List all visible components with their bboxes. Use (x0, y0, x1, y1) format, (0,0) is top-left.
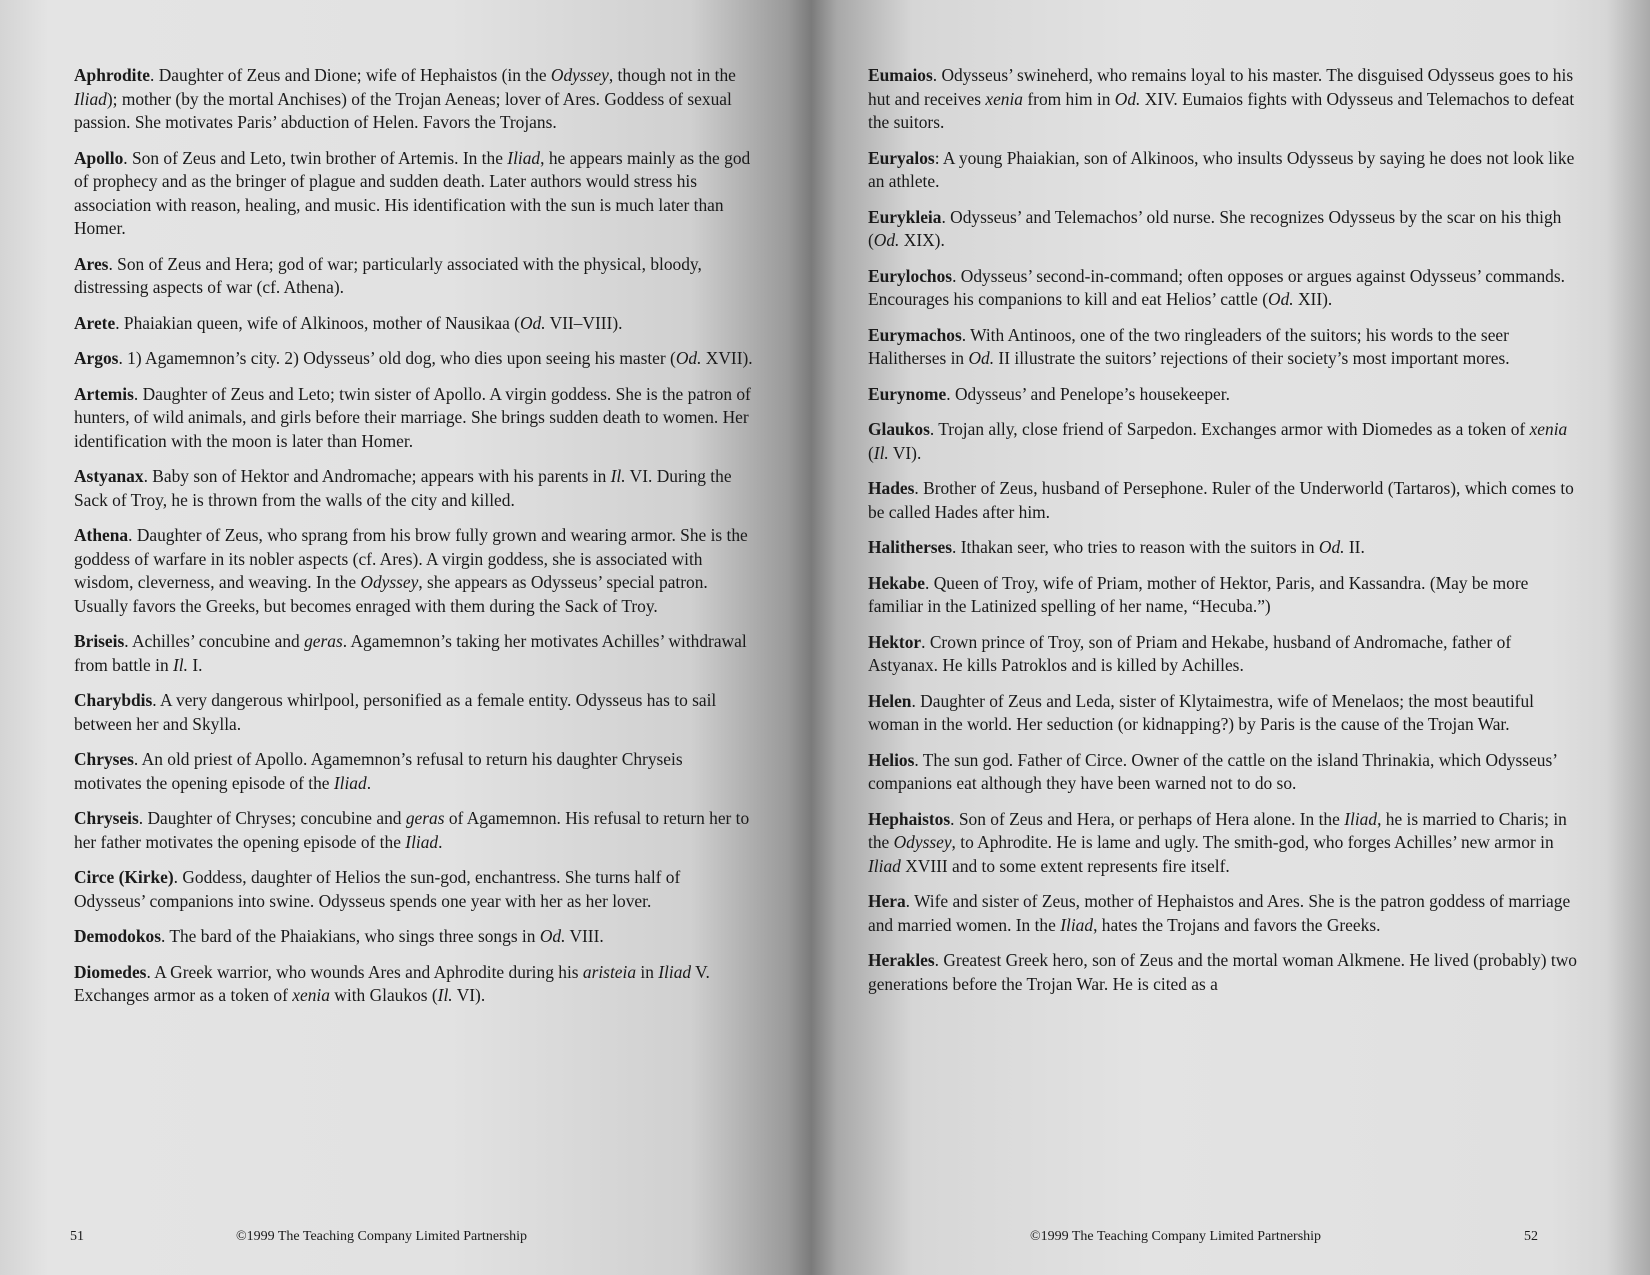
entry-term: Hektor (868, 631, 922, 652)
entry-separator: . (152, 690, 161, 710)
entry-term: Ares (74, 253, 109, 274)
entry-definition: Queen of Troy, wife of Priam, mother of Hektor, Paris, and Kassandra. (May be more familiar in the Latinized spelling of her name, “Hecuba.”) (868, 572, 1529, 616)
entry-definition: The bard of the Phaiakians, who sings three songs in Od. VIII. (169, 926, 604, 946)
entry-separator: . (950, 808, 959, 829)
right-page (812, 0, 1650, 1275)
entry-separator: . (914, 478, 924, 498)
entry-separator: . (921, 631, 930, 652)
entry-separator: . (929, 419, 939, 439)
entry-separator: . (932, 65, 942, 85)
entry-definition: Crown prince of Troy, son of Priam and Hekabe, husband of Andromache, father of Astyanax. He kills Patroklos and is killed by Achilles. (868, 631, 1512, 675)
entry-separator: . (128, 525, 137, 545)
entry-definition: Phaiakian queen, wife of Alkinoos, mother of Nausikaa (Od. VII–VIII). (123, 312, 623, 333)
entry-term: Herakles (868, 950, 935, 970)
entry-term: Argos (74, 348, 119, 368)
entry-term: Hekabe (868, 572, 926, 593)
entry-term: Demodokos (74, 926, 161, 946)
entry-term: Briseis (74, 631, 125, 651)
entry-term: Hera (868, 891, 906, 911)
entry-separator: . (911, 690, 921, 711)
entry-separator: . (941, 206, 951, 227)
entry-term: Eurykleia (868, 206, 942, 227)
glossary-entry (74, 147, 754, 241)
entry-term: Hephaistos (868, 808, 951, 829)
glossary-entry (868, 949, 1578, 996)
entry-definition: A young Phaiakian, son of Alkinoos, who insults Odysseus by saying he does not look like an athlete. (868, 147, 1575, 191)
entry-definition: Daughter of Zeus and Leda, sister of Klytaimestra, wife of Menelaos; the most beautiful woman in the world. Her seduction (or kidnapping?) by Paris is the cause of the Trojan War. (868, 690, 1534, 734)
entry-term: Chryseis (74, 808, 139, 828)
glossary-entry (74, 312, 754, 336)
glossary-entry (74, 64, 754, 135)
entry-separator: . (160, 926, 170, 946)
glossary-entry (868, 536, 1578, 560)
entry-definition: A Greek warrior, who wounds Ares and Aphrodite during his aristeia in Iliad V. Exchanges armor as a token of xenia with Glaukos (Il. VI). (74, 961, 710, 1005)
entry-definition: Goddess, daughter of Helios the sun-god, enchantress. She turns half of Odysseus’ companions into swine. Odysseus spends one year with her as her lover. (74, 867, 681, 911)
entry-definition: Daughter of Zeus and Dione; wife of Hephaistos (in the Odyssey, though not in the Iliad); mother (by the mortal Anchises) of the Trojan Aeneas; lover of Ares. Goddess of sexual passion. She motivates Paris’ abduction of Helen. Favors the Trojans. (74, 65, 736, 132)
entry-separator: . (146, 961, 155, 982)
entry-term: Artemis (74, 383, 134, 404)
entry-separator: . (115, 312, 124, 333)
entry-separator: . (914, 749, 923, 770)
entry-definition: Baby son of Hektor and Andromache; appears with his parents in Il. VI. During the Sack of Troy, he is thrown from the walls of the city and killed. (74, 466, 732, 510)
glossary-entry (74, 866, 754, 913)
entry-term: Helios (868, 749, 915, 770)
entry-separator: . (123, 147, 132, 168)
entry-definition: 1) Agamemnon’s city. 2) Odysseus’ old dog, who dies upon seeing his master (Od. XVII). (127, 348, 753, 368)
entry-term: Chryses (74, 749, 134, 769)
entry-term: Helen (868, 690, 912, 711)
glossary-entry (868, 147, 1578, 194)
entry-term: Astyanax (74, 466, 144, 486)
left-page-number: 51 (70, 1229, 84, 1244)
glossary-entry (74, 748, 754, 795)
entry-separator: . (138, 808, 148, 828)
glossary-entry (868, 324, 1578, 371)
glossary-entry (868, 690, 1578, 737)
entry-definition: Son of Zeus and Hera; god of war; particularly associated with the physical, bloody, distressing aspects of war (cf. Athena). (74, 253, 702, 297)
entry-separator: . (961, 324, 971, 345)
glossary-entry (868, 572, 1578, 619)
entry-term: Euryalos (868, 147, 935, 168)
glossary-entry (74, 630, 754, 677)
entry-definition: Greatest Greek hero, son of Zeus and the mortal woman Alkmene. He lived (probably) two generations before the Trojan War. He is cited as a (868, 950, 1577, 994)
entry-separator: . (133, 383, 143, 404)
entry-definition: Odysseus’ second-in-command; often opposes or argues against Odysseus’ commands. Encourages his companions to kill and eat Helios’ cattle (Od. XII). (868, 265, 1565, 309)
entry-definition: Son of Zeus and Leto, twin brother of Artemis. In the Iliad, he appears mainly as the god of prophecy and as the bringer of plague and sudden death. Later authors would stress his association with reason, healing, and music. His identification with the sun is much later than Homer. (74, 147, 751, 238)
entry-separator: . (173, 867, 183, 887)
entry-definition: Daughter of Zeus and Leto; twin sister of Apollo. A virgin goddess. She is the patron of hunters, of wild animals, and girls before their marriage. She brings sudden death to women. Her identification with the moon is later than Homer. (74, 383, 751, 451)
entry-term: Aphrodite (74, 65, 151, 85)
entry-separator: . (150, 65, 159, 85)
entry-separator: . (952, 265, 961, 286)
glossary-entry (74, 689, 754, 736)
glossary-entry (74, 253, 754, 300)
entry-definition: An old priest of Apollo. Agamemnon’s refusal to return his daughter Chryseis motivates the opening episode of the Iliad. (74, 749, 683, 793)
glossary-entry (74, 524, 754, 618)
glossary-entry (868, 749, 1578, 796)
glossary-entry (74, 465, 754, 512)
entry-separator: . (133, 749, 142, 769)
glossary-entry (868, 206, 1578, 253)
entry-term: Glaukos (868, 419, 930, 439)
entry-definition: Achilles’ concubine and geras. Agamemnon’s taking her motivates Achilles’ withdrawal from battle in Il. I. (74, 631, 747, 675)
glossary-entry (74, 961, 754, 1008)
entry-term: Hades (868, 478, 915, 498)
entry-definition: Odysseus’ and Penelope’s housekeeper. (954, 383, 1230, 404)
glossary-entry (868, 64, 1578, 135)
entry-term: Diomedes (74, 961, 147, 982)
left-copyright: ©1999 The Teaching Company Limited Partnership (236, 1229, 528, 1244)
entry-term: Arete (74, 312, 116, 333)
entry-definition: With Antinoos, one of the two ringleaders of the suitors; his words to the seer Halitherses in Od. II illustrate the suitors’ rejections of their society’s most important mores. (868, 324, 1510, 368)
entry-term: Eurynome (868, 383, 947, 404)
entry-definition: Son of Zeus and Hera, or perhaps of Hera alone. In the Iliad, he is married to Charis; in the Odyssey, to Aphrodite. He is lame and ugly. The smith-god, who forges Achilles’ new armor in Iliad XVIII and to some extent represents fire itself. (868, 808, 1567, 876)
glossary-entry (74, 347, 754, 371)
entry-separator: . (905, 891, 915, 911)
entry-term: Charybdis (74, 690, 153, 710)
glossary-entry (868, 890, 1578, 937)
left-page (0, 0, 812, 1275)
entry-separator: . (108, 253, 118, 274)
glossary-entry (868, 418, 1578, 465)
right-page-number: 52 (1524, 1229, 1538, 1244)
left-glossary-column (74, 64, 754, 1020)
entry-definition: Brother of Zeus, husband of Persephone. Ruler of the Underworld (Tartaros), which comes to be called Hades after him. (868, 478, 1574, 522)
entry-definition: The sun god. Father of Circe. Owner of the cattle on the island Thrinakia, which Odysseus’ companions eat although they have been warned not to do so. (868, 749, 1557, 793)
entry-separator: . (952, 537, 961, 557)
right-glossary-column (868, 64, 1578, 1008)
entry-definition: Daughter of Chryses; concubine and geras of Agamemnon. His refusal to return her to her father motivates the opening episode of the Iliad. (74, 808, 750, 852)
entry-term: Apollo (74, 147, 124, 168)
glossary-entry (74, 383, 754, 454)
entry-term: Athena (74, 525, 129, 545)
entry-term: Halitherses (868, 537, 953, 557)
entry-separator: . (124, 631, 132, 651)
entry-separator: . (925, 572, 934, 593)
entry-separator: . (118, 348, 128, 368)
glossary-entry (868, 383, 1578, 407)
entry-term: Eurylochos (868, 265, 953, 286)
entry-definition: Odysseus’ and Telemachos’ old nurse. She recognizes Odysseus by the scar on his thigh (Od. XIX). (868, 206, 1562, 250)
entry-definition: A very dangerous whirlpool, personified as a female entity. Odysseus has to sail between her and Skylla. (74, 690, 717, 734)
entry-definition: Ithakan seer, who tries to reason with the suitors in Od. II. (960, 537, 1365, 557)
glossary-entry (868, 808, 1578, 879)
entry-term: Eumaios (868, 65, 933, 85)
entry-definition: Daughter of Zeus, who sprang from his brow fully grown and wearing armor. She is the goddess of warfare in its nobler aspects (cf. Ares). A virgin goddess, she is associated with wisdom, cleverness, and weaving. In the Odyssey, she appears as Odysseus’ special patron. Usually favors the Greeks, but becomes enraged with them during the Sack of Troy. (74, 525, 748, 616)
right-copyright: ©1999 The Teaching Company Limited Partnership (1030, 1229, 1322, 1244)
glossary-entry (868, 631, 1578, 678)
glossary-entry (74, 925, 754, 949)
entry-separator: . (934, 950, 944, 970)
entry-separator: . (946, 383, 955, 404)
entry-definition: Trojan ally, close friend of Sarpedon. Exchanges armor with Diomedes as a token of xenia (Il. VI). (868, 419, 1568, 463)
entry-definition: Odysseus’ swineherd, who remains loyal to his master. The disguised Odysseus goes to his hut and receives xenia from him in Od. XIV. Eumaios fights with Odysseus and Telemachos to defeat the suitors. (868, 65, 1575, 132)
glossary-entry (868, 477, 1578, 524)
entry-separator: . (143, 466, 153, 486)
entry-term: Eurymachos (868, 324, 962, 345)
glossary-entry (868, 265, 1578, 312)
entry-definition: Wife and sister of Zeus, mother of Hephaistos and Ares. She is the patron goddess of marriage and married women. In the Iliad, hates the Trojans and favors the Greeks. (868, 891, 1571, 935)
glossary-entry (74, 807, 754, 854)
entry-term: Circe (Kirke) (74, 867, 174, 887)
entry-separator: : (934, 147, 943, 168)
